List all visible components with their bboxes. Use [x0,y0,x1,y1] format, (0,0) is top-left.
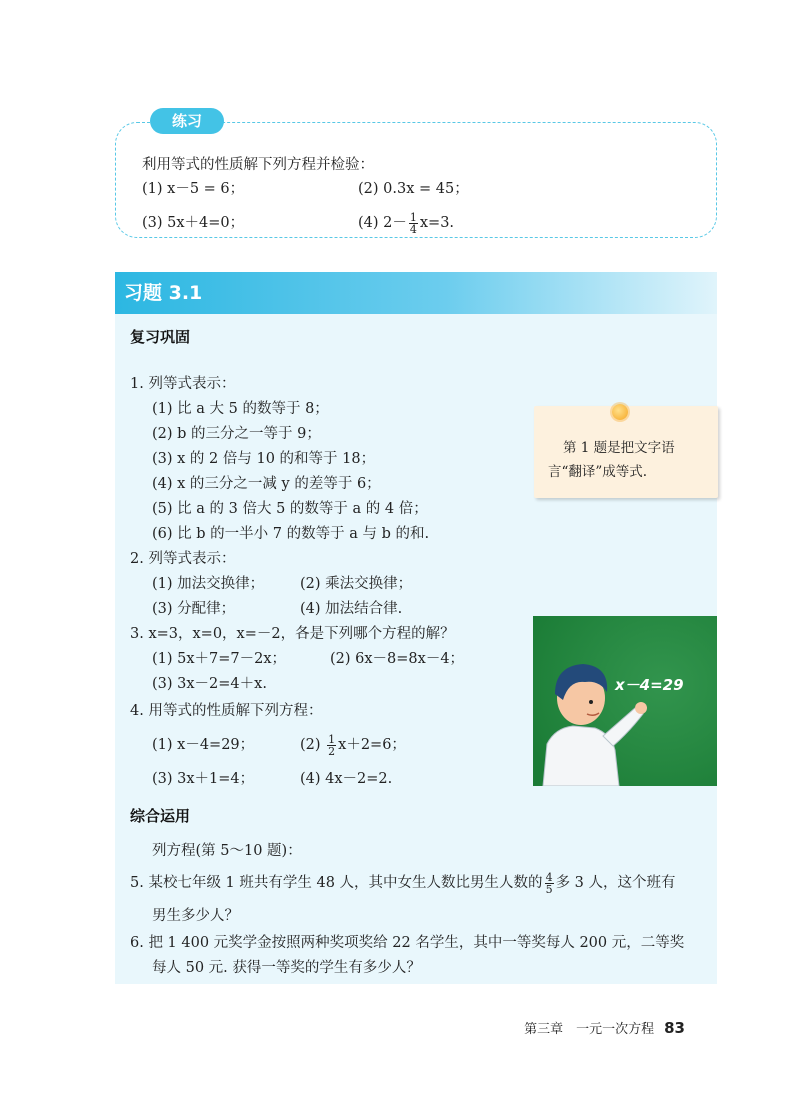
fraction-numerator: 4 [545,870,553,884]
fraction-denominator: 2 [328,744,336,758]
practice-intro: 利用等式的性质解下列方程并检验： [142,157,374,173]
exercise-header-bar [115,272,717,314]
footer-chapter: 第三章 一元一次方程 [524,1022,655,1037]
q4-item-2-pre: (2) [300,737,326,753]
q5-line-2: 男生多少人？ [152,908,239,924]
fraction-denominator: 4 [409,222,417,236]
practice-item-4-post: x=3. [419,215,455,231]
q1-item: (1) 比 a 大 5 的数等于 8； [152,401,329,417]
section-title-review: 复习巩固 [130,328,191,346]
note-line-2: 言“翻译”成等式. [548,464,648,480]
q2-item: (4) 加法结合律. [300,601,403,617]
fraction [545,872,554,895]
q5-text-b: 多 3 人，这个班有 [555,875,676,891]
fraction [409,212,418,235]
page-number: 83 [664,1019,685,1037]
exercise-title: 习题 3.1 [124,282,203,304]
practice-label: 练习 [150,108,224,134]
practice-item-1: (1) x－5 = 6； [142,181,245,197]
q1-item: (5) 比 a 的 3 倍大 5 的数等于 a 的 4 倍； [152,501,428,517]
q4-item-4: (4) 4x－2=2. [300,771,393,787]
practice-item-2: (2) 0.3x = 45； [358,181,469,197]
q2-stem: 2. 列等式表示： [130,551,236,567]
practice-item-3: (3) 5x＋4=0； [142,215,245,231]
q1-item: (6) 比 b 的一半小 7 的数等于 a 与 b 的和. [152,526,430,542]
practice-item-4 [358,209,454,237]
footer [524,1018,685,1037]
apply-intro: 列方程(第 5～10 题)： [152,843,302,859]
q3-item: (1) 5x＋7=7－2x； [152,651,287,667]
note-line-1: 第 1 题是把文字语 [563,440,675,456]
q1-item: (2) b 的三分之一等于 9； [152,426,321,442]
q1-stem: 1. 列等式表示： [130,376,236,392]
q1-item: (4) x 的三分之一减 y 的差等于 6； [152,476,381,492]
q5-line-1 [130,869,676,897]
fraction-denominator: 5 [545,882,553,896]
q2-item: (3) 分配律； [152,601,236,617]
pin-icon [612,404,628,420]
q4-stem: 4. 用等式的性质解下列方程： [130,703,323,719]
q3-item: (3) 3x－2=4＋x. [152,676,267,692]
q6-line-1: 6. 把 1 400 元奖学金按照两种奖项奖给 22 名学生，其中一等奖每人 200 元，二等奖 [130,935,685,951]
fraction-numerator: 1 [328,732,336,746]
chalkboard-illustration [533,616,717,786]
fraction-numerator: 1 [409,210,417,224]
q4-item-2 [300,731,406,759]
fraction [327,734,336,757]
q3-stem: 3. x=3，x=0，x=－2，各是下列哪个方程的解？ [130,626,455,642]
q2-item: (1) 加法交换律； [152,576,265,592]
q4-item-2-post: x＋2=6； [338,737,406,753]
q1-item: (3) x 的 2 倍与 10 的和等于 18； [152,451,376,467]
board-text: x－4=29 [615,676,684,694]
q6-line-2: 每人 50 元. 获得一等奖的学生有多少人？ [152,960,421,976]
q4-item-3: (3) 3x＋1=4； [152,771,255,787]
practice-item-4-pre: (4) 2－ [358,215,407,231]
q4-item-1: (1) x－4=29； [152,737,255,753]
q5-text-a: 5. 某校七年级 1 班共有学生 48 人，其中女生人数比男生人数的 [130,875,543,891]
section-title-apply: 综合运用 [130,807,191,825]
q3-item: (2) 6x－8=8x－4； [330,651,465,667]
q2-item: (2) 乘法交换律； [300,576,413,592]
